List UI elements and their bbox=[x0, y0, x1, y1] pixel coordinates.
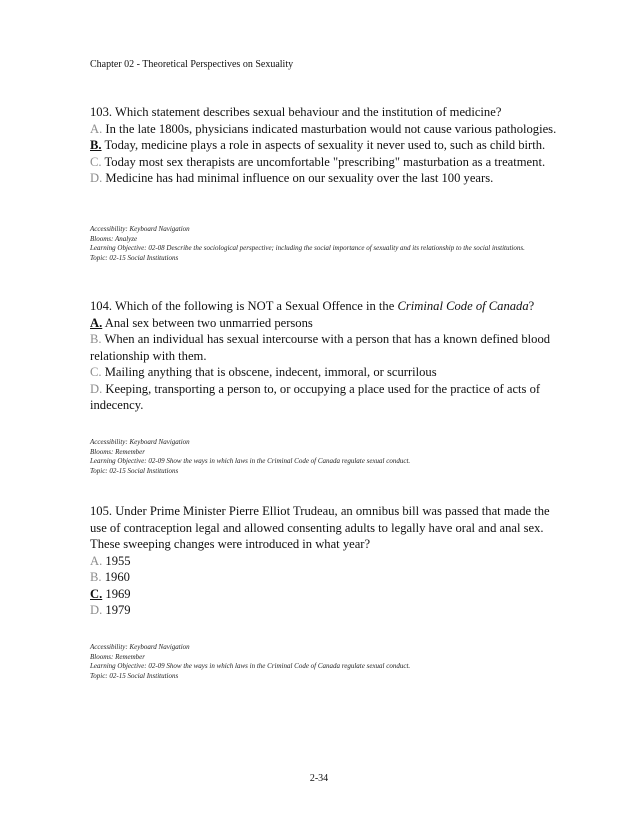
question-104 bbox=[90, 298, 560, 414]
option-c bbox=[90, 154, 560, 171]
question-number: 105. bbox=[90, 504, 113, 518]
option-b bbox=[90, 569, 560, 586]
option-b bbox=[90, 331, 560, 364]
meta-accessibility: Accessibility: Keyboard Navigation bbox=[90, 225, 190, 233]
question-prompt-end: ? bbox=[528, 299, 535, 313]
meta-blooms: Blooms: Remember bbox=[90, 652, 146, 661]
option-letter: B. bbox=[90, 332, 102, 346]
option-letter-correct: C. bbox=[90, 586, 103, 601]
question-text bbox=[90, 104, 560, 121]
option-text: Keeping, transporting a person to, or occupying a place used for the practice of acts of indecency. bbox=[90, 381, 541, 412]
option-a bbox=[90, 553, 560, 570]
meta-topic: Topic: 02-15 Social Institutions bbox=[90, 253, 179, 262]
option-d bbox=[90, 170, 560, 187]
option-letter: D. bbox=[90, 381, 103, 396]
meta-objective: Learning Objective: 02-09 Show the ways in which laws in the Criminal Code of Canada regulate sexual conduct. bbox=[90, 662, 411, 671]
option-text: Mailing anything that is obscene, indecent, immoral, or scurrilous bbox=[104, 365, 437, 379]
option-a bbox=[90, 121, 560, 138]
meta-accessibility: Accessibility: Keyboard Navigation bbox=[90, 643, 190, 651]
meta-objective: Learning Objective: 02-08 Describe the sociological perspective; including the social importance of sexuality and its relationship to the social institutions. bbox=[90, 244, 525, 253]
option-text: Medicine has had minimal influence on our sexuality over the last 100 years. bbox=[105, 171, 494, 185]
option-text: Anal sex between two unmarried persons bbox=[104, 315, 313, 330]
meta-accessibility: Accessibility: Keyboard Navigation bbox=[90, 438, 190, 446]
option-d bbox=[90, 602, 560, 619]
option-letter: D. bbox=[90, 603, 103, 617]
option-c bbox=[90, 364, 560, 381]
meta-topic: Topic: 02-15 Social Institutions bbox=[90, 671, 179, 680]
page-number: 2-34 bbox=[309, 773, 329, 784]
option-a-correct bbox=[90, 315, 560, 332]
option-c-correct bbox=[90, 586, 560, 603]
option-letter: C. bbox=[90, 365, 102, 379]
option-letter: A. bbox=[90, 553, 103, 568]
meta-blooms: Blooms: Analyze bbox=[90, 234, 138, 243]
option-letter: C. bbox=[90, 154, 102, 169]
question-prompt: Under Prime Minister Pierre Elliot Trudeau, an omnibus bill was passed that made the use of contraception legal and allowed consenting adults to legally have oral and anal sex. These sweeping changes were introduced in what year? bbox=[90, 504, 550, 551]
question-105 bbox=[90, 503, 560, 619]
question-number: 104. bbox=[90, 299, 113, 313]
question-metadata bbox=[90, 643, 560, 681]
option-letter: B. bbox=[90, 570, 102, 584]
option-text: 1960 bbox=[104, 570, 130, 584]
question-number: 103. bbox=[90, 105, 113, 119]
option-text: Today most sex therapists are uncomfortable "prescribing" masturbation as a treatment. bbox=[104, 154, 546, 169]
chapter-header: Chapter 02 - Theoretical Perspectives on Sexuality bbox=[90, 59, 294, 70]
option-text: 1955 bbox=[105, 553, 131, 568]
option-letter-correct: B. bbox=[90, 138, 102, 152]
meta-blooms: Blooms: Remember bbox=[90, 447, 146, 456]
option-letter: D. bbox=[90, 171, 103, 185]
question-metadata bbox=[90, 225, 560, 263]
question-prompt-italic: Criminal Code of Canada bbox=[397, 299, 529, 313]
question-prompt: Which of the following is NOT a Sexual Offence in the bbox=[114, 299, 398, 313]
question-103 bbox=[90, 104, 560, 187]
option-b-correct bbox=[90, 137, 560, 154]
meta-topic: Topic: 02-15 Social Institutions bbox=[90, 466, 179, 475]
option-text: In the late 1800s, physicians indicated masturbation would not cause various pathologies. bbox=[105, 121, 557, 136]
option-letter-correct: A. bbox=[90, 315, 103, 330]
option-text: Today, medicine plays a role in aspects of sexuality it never used to, such as child birth. bbox=[104, 138, 546, 152]
option-text: 1969 bbox=[105, 586, 131, 601]
question-prompt: Which statement describes sexual behaviour and the institution of medicine? bbox=[114, 105, 502, 119]
option-d bbox=[90, 381, 560, 414]
question-text bbox=[90, 298, 560, 315]
question-metadata bbox=[90, 438, 560, 476]
meta-objective: Learning Objective: 02-09 Show the ways in which laws in the Criminal Code of Canada regulate sexual conduct. bbox=[90, 457, 411, 466]
option-text: When an individual has sexual intercourse with a person that has a known defined blood relationship with them. bbox=[90, 332, 551, 363]
option-text: 1979 bbox=[105, 603, 131, 617]
option-letter: A. bbox=[90, 121, 103, 136]
question-text bbox=[90, 503, 560, 553]
